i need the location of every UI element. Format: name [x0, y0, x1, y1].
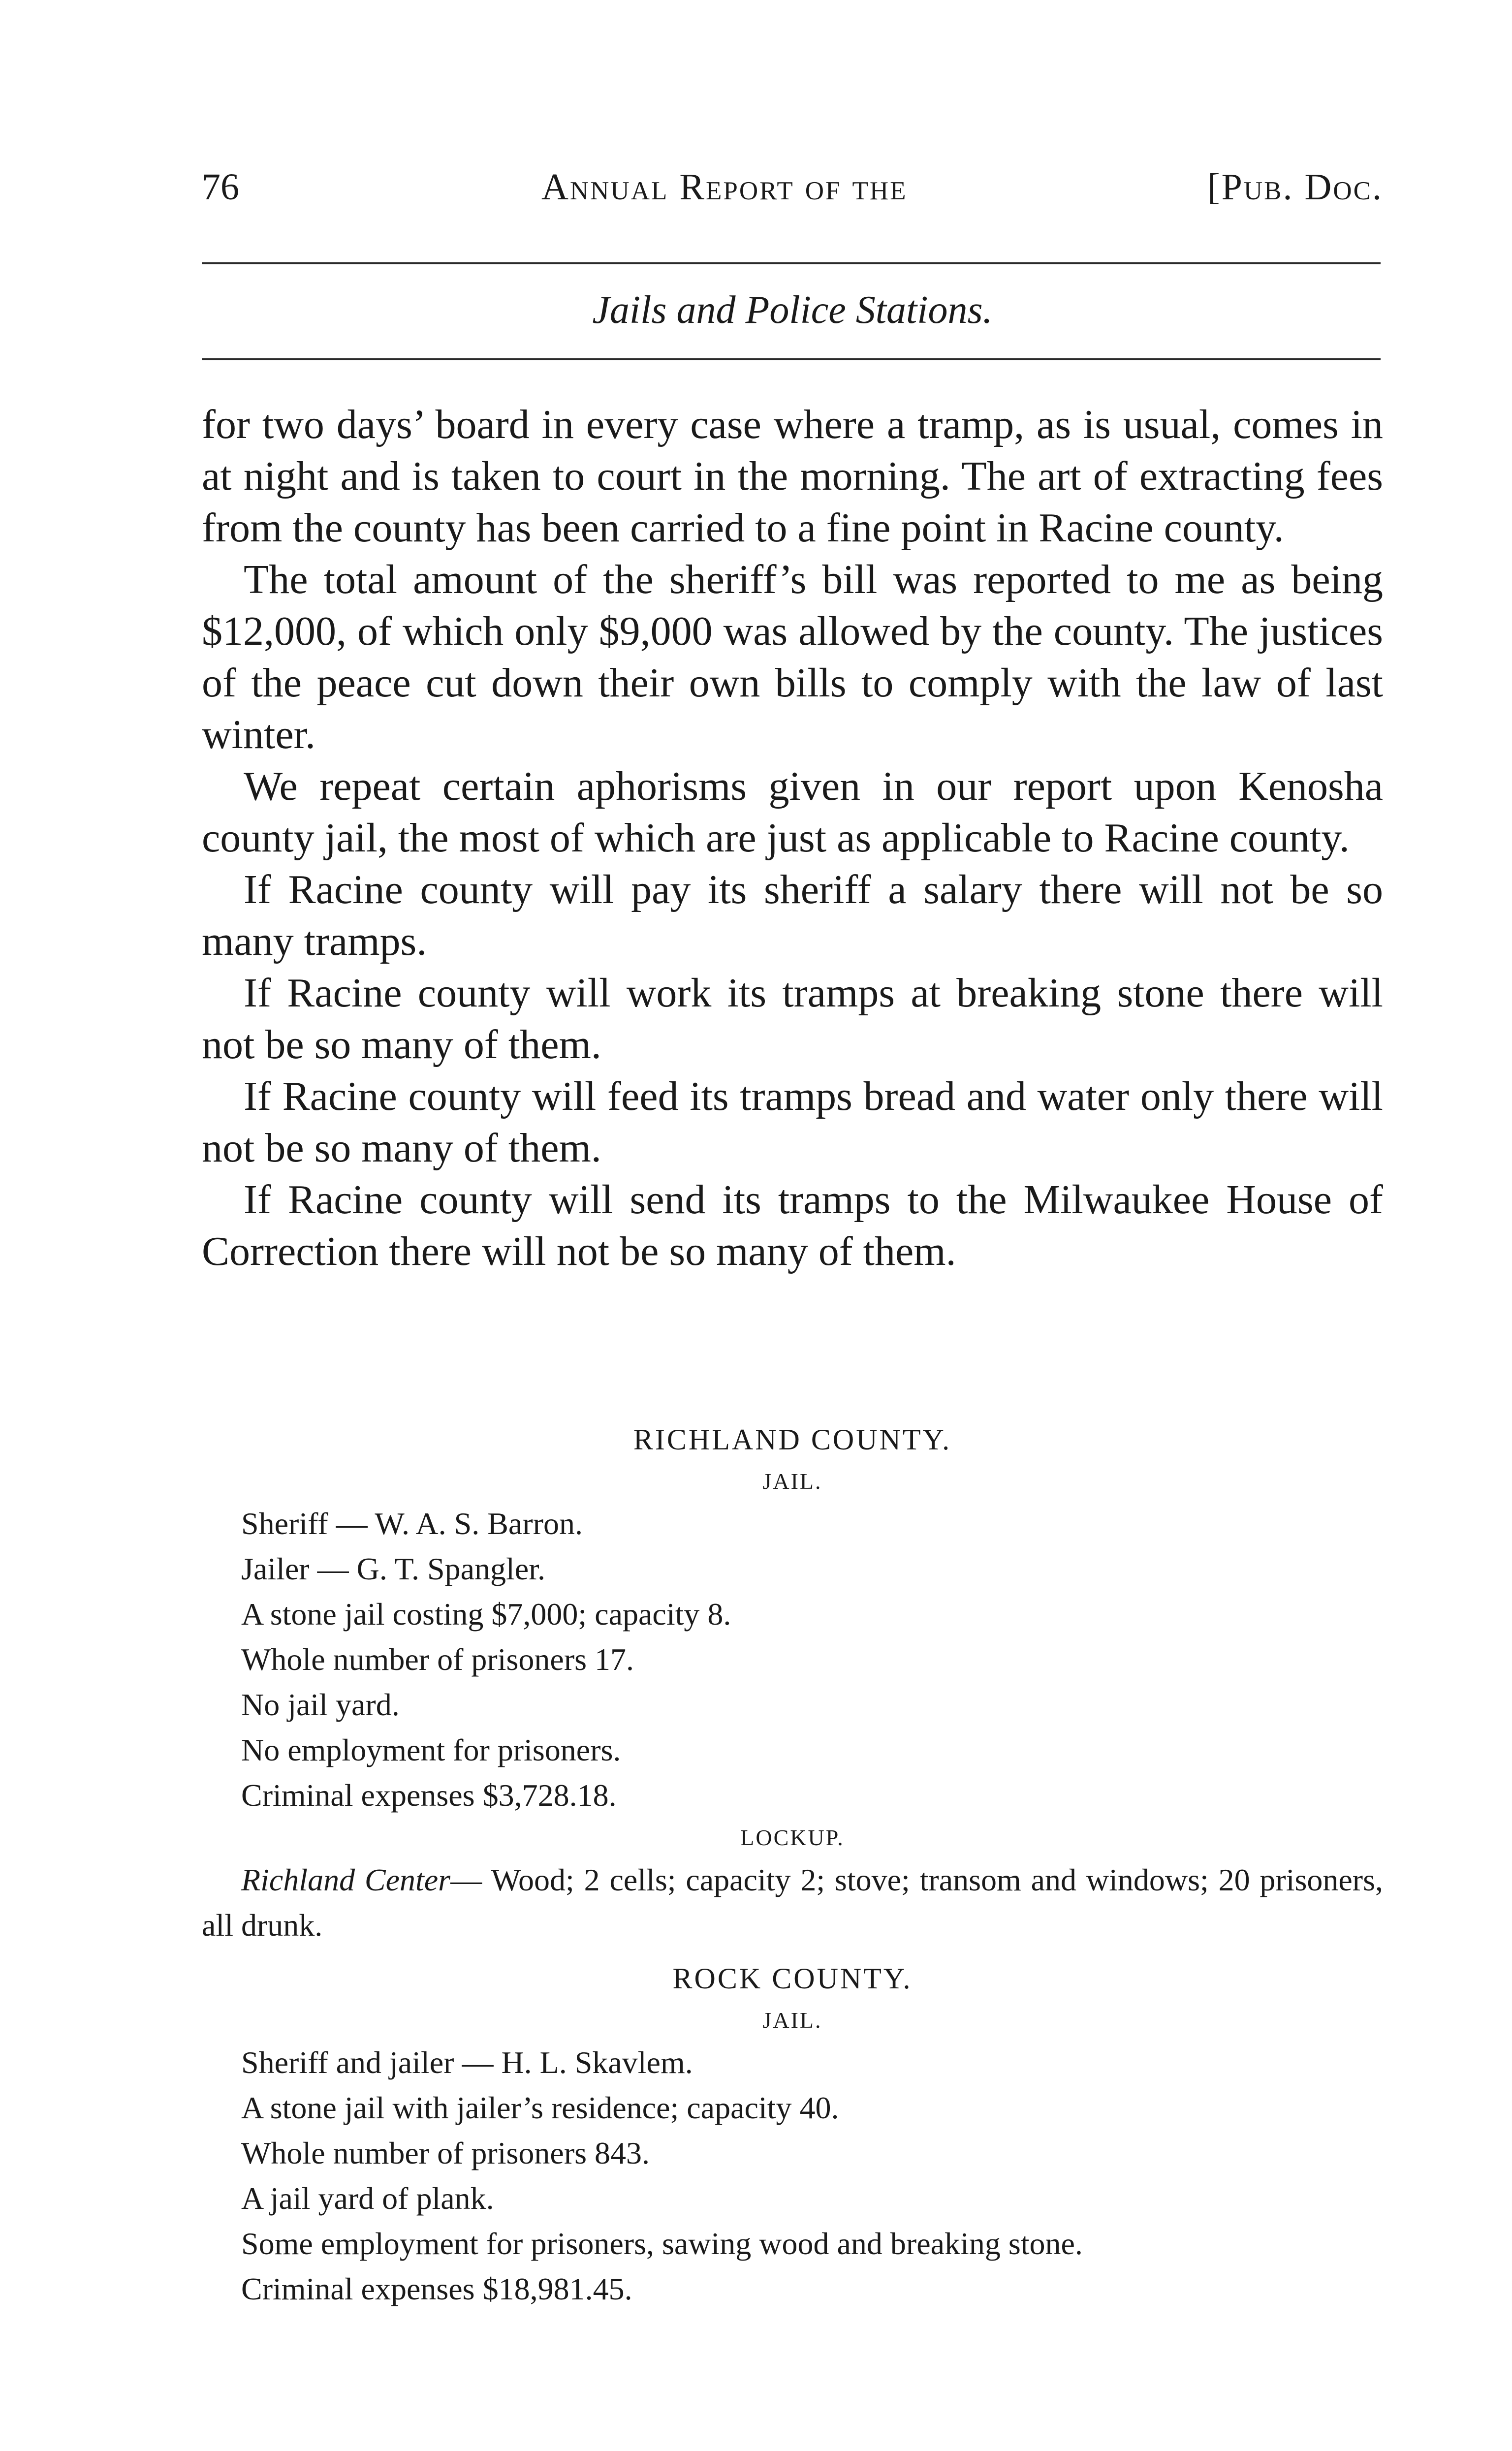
lockup-subheading: LOCKUP.: [740, 1825, 845, 1850]
jail-detail-line: A jail yard of plank.: [241, 2181, 494, 2216]
jail-detail-line: Whole number of prisoners 17.: [241, 1642, 634, 1677]
richland-county-section: [202, 1417, 1383, 1948]
jail-detail-line: A stone jail costing $7,000; capacity 8.: [241, 1597, 731, 1632]
jail-subheading: JAIL.: [762, 2008, 822, 2033]
jail-detail-line: Jailer — G. T. Spangler.: [241, 1551, 545, 1586]
jail-detail-line: Sheriff and jailer — H. L. Skavlem.: [241, 2045, 693, 2080]
jail-detail-line: Criminal expenses $3,728.18.: [241, 1778, 617, 1813]
lockup-place: Richland Center: [241, 1862, 451, 1897]
jail-detail-line: Some employment for prisoners, sawing wood and breaking stone.: [241, 2226, 1083, 2261]
lockup-text: — Wood; 2 cells; capacity 2; stove; transom and windows; 20 prisoners, all drunk.: [202, 1862, 1384, 1943]
paragraph: We repeat certain aphorisms given in our report upon Kenosha county jail, the most of which are just as applicable to Racine county.: [202, 763, 1383, 861]
jail-detail-line: Sheriff — W. A. S. Barron.: [241, 1506, 583, 1541]
paragraph: for two days’ board in every case where a tramp, as is usual, comes in at night and is taken to court in the morning. The art of extracting fees from the county has been carried to a fine point in Racine county.: [202, 402, 1383, 551]
section-title: Jails and Police Stations.: [592, 288, 993, 332]
jail-subheading: JAIL.: [762, 1469, 822, 1494]
rock-county-section: [202, 1956, 1383, 2312]
document-reference: [Pub. Doc.: [1207, 166, 1383, 208]
jail-detail-line: Whole number of prisoners 843.: [241, 2136, 650, 2170]
jail-detail-line: Criminal expenses $18,981.45.: [241, 2271, 632, 2306]
paragraph: If Racine county will work its tramps at breaking stone there will not be so many of them.: [202, 970, 1383, 1068]
body-text: [202, 399, 1383, 1277]
header-rule-bottom: [202, 358, 1381, 360]
page-header: [202, 162, 1383, 212]
jail-detail-line: No jail yard.: [241, 1687, 400, 1722]
county-heading: ROCK COUNTY.: [672, 1962, 913, 1995]
paragraph: If Racine county will pay its sheriff a salary there will not be so many tramps.: [202, 867, 1383, 964]
jail-detail-line: A stone jail with jailer’s residence; capacity 40.: [241, 2090, 839, 2125]
county-heading: RICHLAND COUNTY.: [633, 1423, 952, 1456]
lockup-paragraph: [202, 1857, 1383, 1948]
paragraph: The total amount of the sheriff’s bill was reported to me as being $12,000, of which only $9,000 was allowed by the county. The justices of the peace cut down their own bills to comply with the law of last winter.: [202, 557, 1383, 757]
paragraph: If Racine county will send its tramps to the Milwaukee House of Correction there will not be so many of them.: [202, 1177, 1383, 1274]
jail-detail-line: No employment for prisoners.: [241, 1732, 621, 1767]
paragraph: If Racine county will feed its tramps bread and water only there will not be so many of them.: [202, 1073, 1383, 1171]
header-rule-top: [202, 262, 1381, 264]
page-number: 76: [202, 166, 239, 208]
running-title: Annual Report of the: [541, 166, 908, 208]
